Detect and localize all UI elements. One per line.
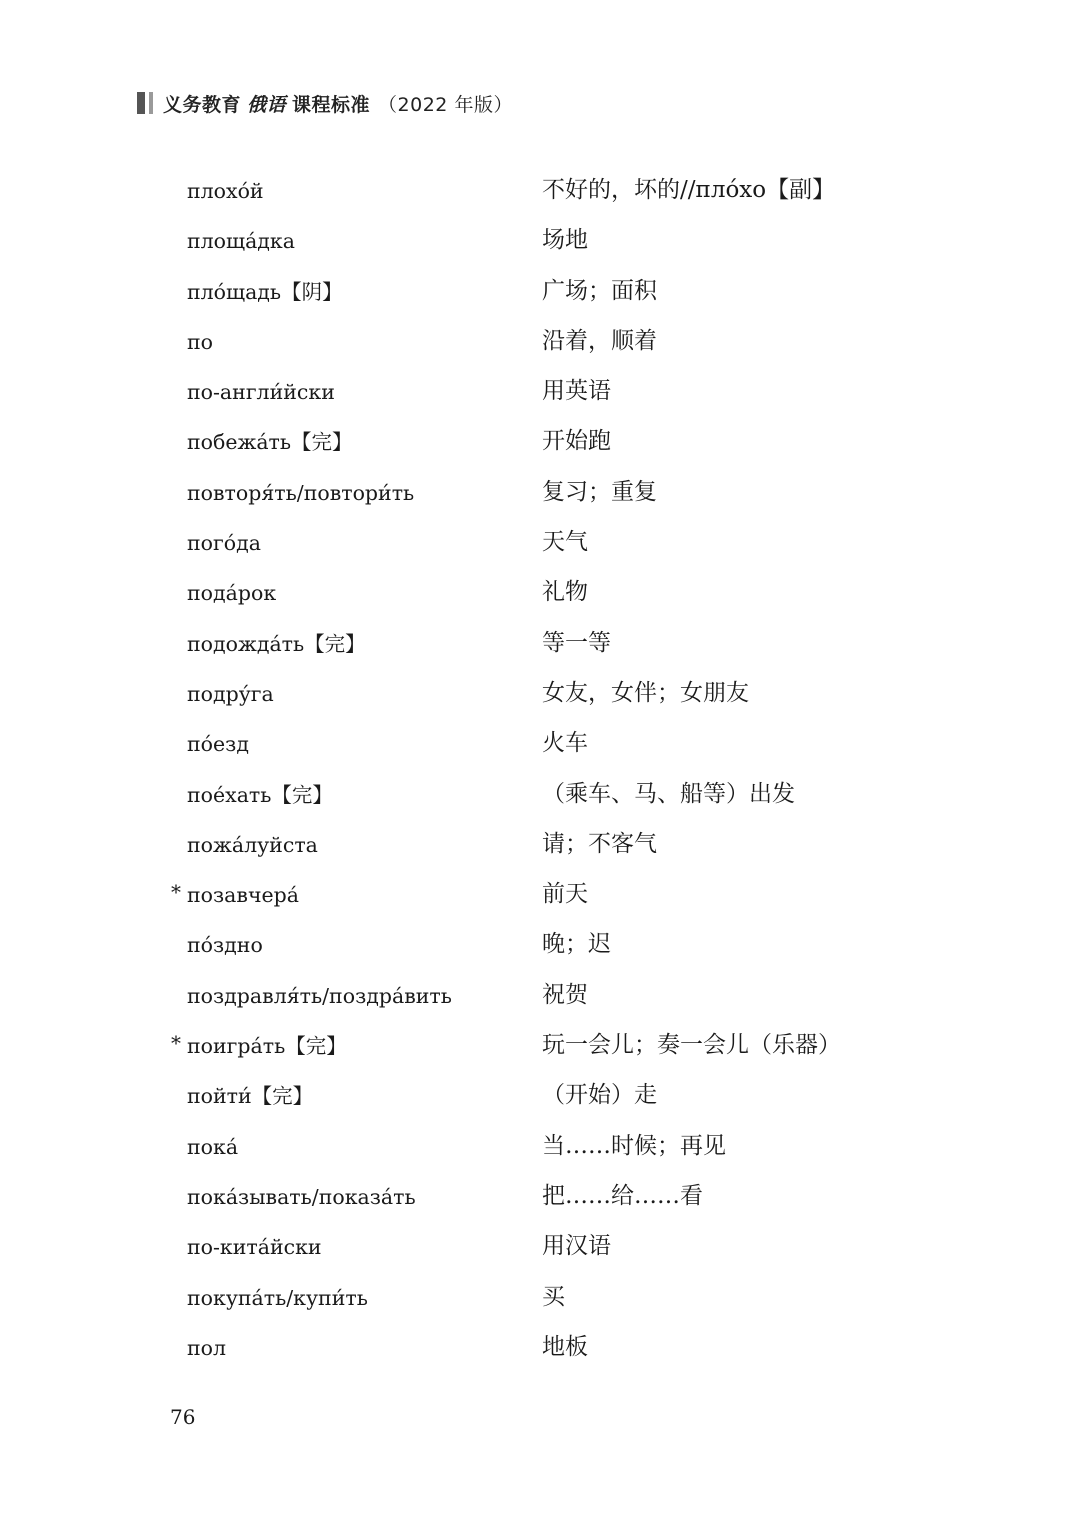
header-subject: 俄语 xyxy=(247,93,287,116)
vocab-entry xyxy=(0,919,1087,969)
chinese-meaning: 把……给……看 xyxy=(542,1182,703,1209)
chinese-meaning: 晚；迟 xyxy=(542,931,611,958)
chinese-meaning: 场地 xyxy=(542,227,588,254)
vocab-entry xyxy=(0,819,1087,869)
chinese-meaning: 开始跑 xyxy=(542,428,611,455)
vocab-entry xyxy=(0,567,1087,617)
russian-word: по-англи́йски xyxy=(187,380,335,405)
header-title xyxy=(163,90,513,117)
vocab-entry xyxy=(0,165,1087,215)
vocab-entry xyxy=(0,467,1087,517)
russian-word: позавчера́ xyxy=(187,883,299,908)
russian-word: поигра́ть【完】 xyxy=(187,1034,347,1059)
vocab-entry xyxy=(0,366,1087,416)
chinese-meaning: （乘车、马、船等）出发 xyxy=(542,780,795,807)
vocab-entry xyxy=(0,416,1087,466)
vocab-entry xyxy=(0,970,1087,1020)
vocab-entry xyxy=(0,1221,1087,1271)
vocab-entry xyxy=(0,1070,1087,1120)
russian-word: пого́да xyxy=(187,531,261,556)
vocab-entry xyxy=(0,316,1087,366)
russian-word: площа́дка xyxy=(187,229,295,254)
chinese-meaning: 广场；面积 xyxy=(542,277,657,304)
chinese-meaning: 复习；重复 xyxy=(542,478,657,505)
chinese-meaning: （开始）走 xyxy=(542,1082,657,1109)
russian-word: подожда́ть【完】 xyxy=(187,631,366,656)
chinese-meaning: 用汉语 xyxy=(542,1233,611,1260)
vocab-entry xyxy=(0,1020,1087,1070)
supplementary-marker: * xyxy=(171,880,181,905)
vocab-entry xyxy=(0,517,1087,567)
chinese-meaning: 买 xyxy=(542,1283,565,1310)
chinese-meaning: 沿着，顺着 xyxy=(542,327,657,354)
header-title-prefix: 义务教育 xyxy=(163,93,242,116)
russian-word: пло́щадь【阴】 xyxy=(187,279,343,304)
vocab-entry xyxy=(0,618,1087,668)
vocab-entry xyxy=(0,718,1087,768)
russian-word: пода́рок xyxy=(187,581,277,606)
russian-word: пока́зывать/показа́ть xyxy=(187,1184,416,1209)
vocab-entry xyxy=(0,1272,1087,1322)
chinese-meaning: 地板 xyxy=(542,1333,588,1360)
vocab-entry xyxy=(0,1171,1087,1221)
russian-word: пожа́луйста xyxy=(187,832,318,857)
russian-word: побежа́ть【完】 xyxy=(187,430,353,455)
vocab-entry xyxy=(0,869,1087,919)
supplementary-marker: * xyxy=(171,1031,181,1056)
chinese-meaning: 玩一会儿；奏一会儿（乐器） xyxy=(542,1032,841,1059)
chinese-meaning: 火车 xyxy=(542,730,588,757)
russian-word: по́езд xyxy=(187,732,249,757)
russian-word: пол xyxy=(187,1335,227,1360)
chinese-meaning: 礼物 xyxy=(542,579,588,606)
vocab-entry xyxy=(0,769,1087,819)
chinese-meaning: 不好的，坏的//пло́хо【副】 xyxy=(542,177,836,203)
vocabulary-list xyxy=(0,165,1087,1372)
header-bar-thin xyxy=(149,92,153,114)
chinese-meaning: 祝贺 xyxy=(542,981,588,1008)
chinese-meaning: 等一等 xyxy=(542,629,611,656)
russian-word: по-кита́йски xyxy=(187,1235,322,1260)
vocab-entry xyxy=(0,215,1087,265)
russian-word: покупа́ть/купи́ть xyxy=(187,1285,368,1310)
header-title-suffix: 课程标准 xyxy=(292,93,371,116)
russian-word: по́здно xyxy=(187,933,263,958)
vocab-entry xyxy=(0,266,1087,316)
header-bars-decoration xyxy=(137,92,153,114)
running-header xyxy=(137,88,513,118)
russian-word: пойти́【完】 xyxy=(187,1084,314,1109)
chinese-meaning: 前天 xyxy=(542,881,588,908)
header-bar-thick xyxy=(137,92,145,114)
chinese-meaning: 用英语 xyxy=(542,378,611,405)
vocab-entry xyxy=(0,1322,1087,1372)
russian-word: подру́га xyxy=(187,681,274,706)
chinese-meaning: 女友，女伴；女朋友 xyxy=(542,679,749,706)
chinese-meaning: 天气 xyxy=(542,529,588,556)
russian-word: повторя́ть/повтори́ть xyxy=(187,480,415,505)
russian-word: пока́ xyxy=(187,1134,239,1159)
russian-word: по xyxy=(187,329,214,354)
russian-word: плохо́й xyxy=(187,179,264,203)
vocab-entry xyxy=(0,668,1087,718)
chinese-meaning: 请；不客气 xyxy=(542,830,657,857)
russian-word: поздравля́ть/поздра́вить xyxy=(187,983,452,1008)
header-edition: （2022 年版） xyxy=(378,93,513,116)
chinese-meaning: 当……时候；再见 xyxy=(542,1132,726,1159)
vocab-entry xyxy=(0,1121,1087,1171)
page-number: 76 xyxy=(170,1405,196,1429)
russian-word: пое́хать【完】 xyxy=(187,782,333,807)
